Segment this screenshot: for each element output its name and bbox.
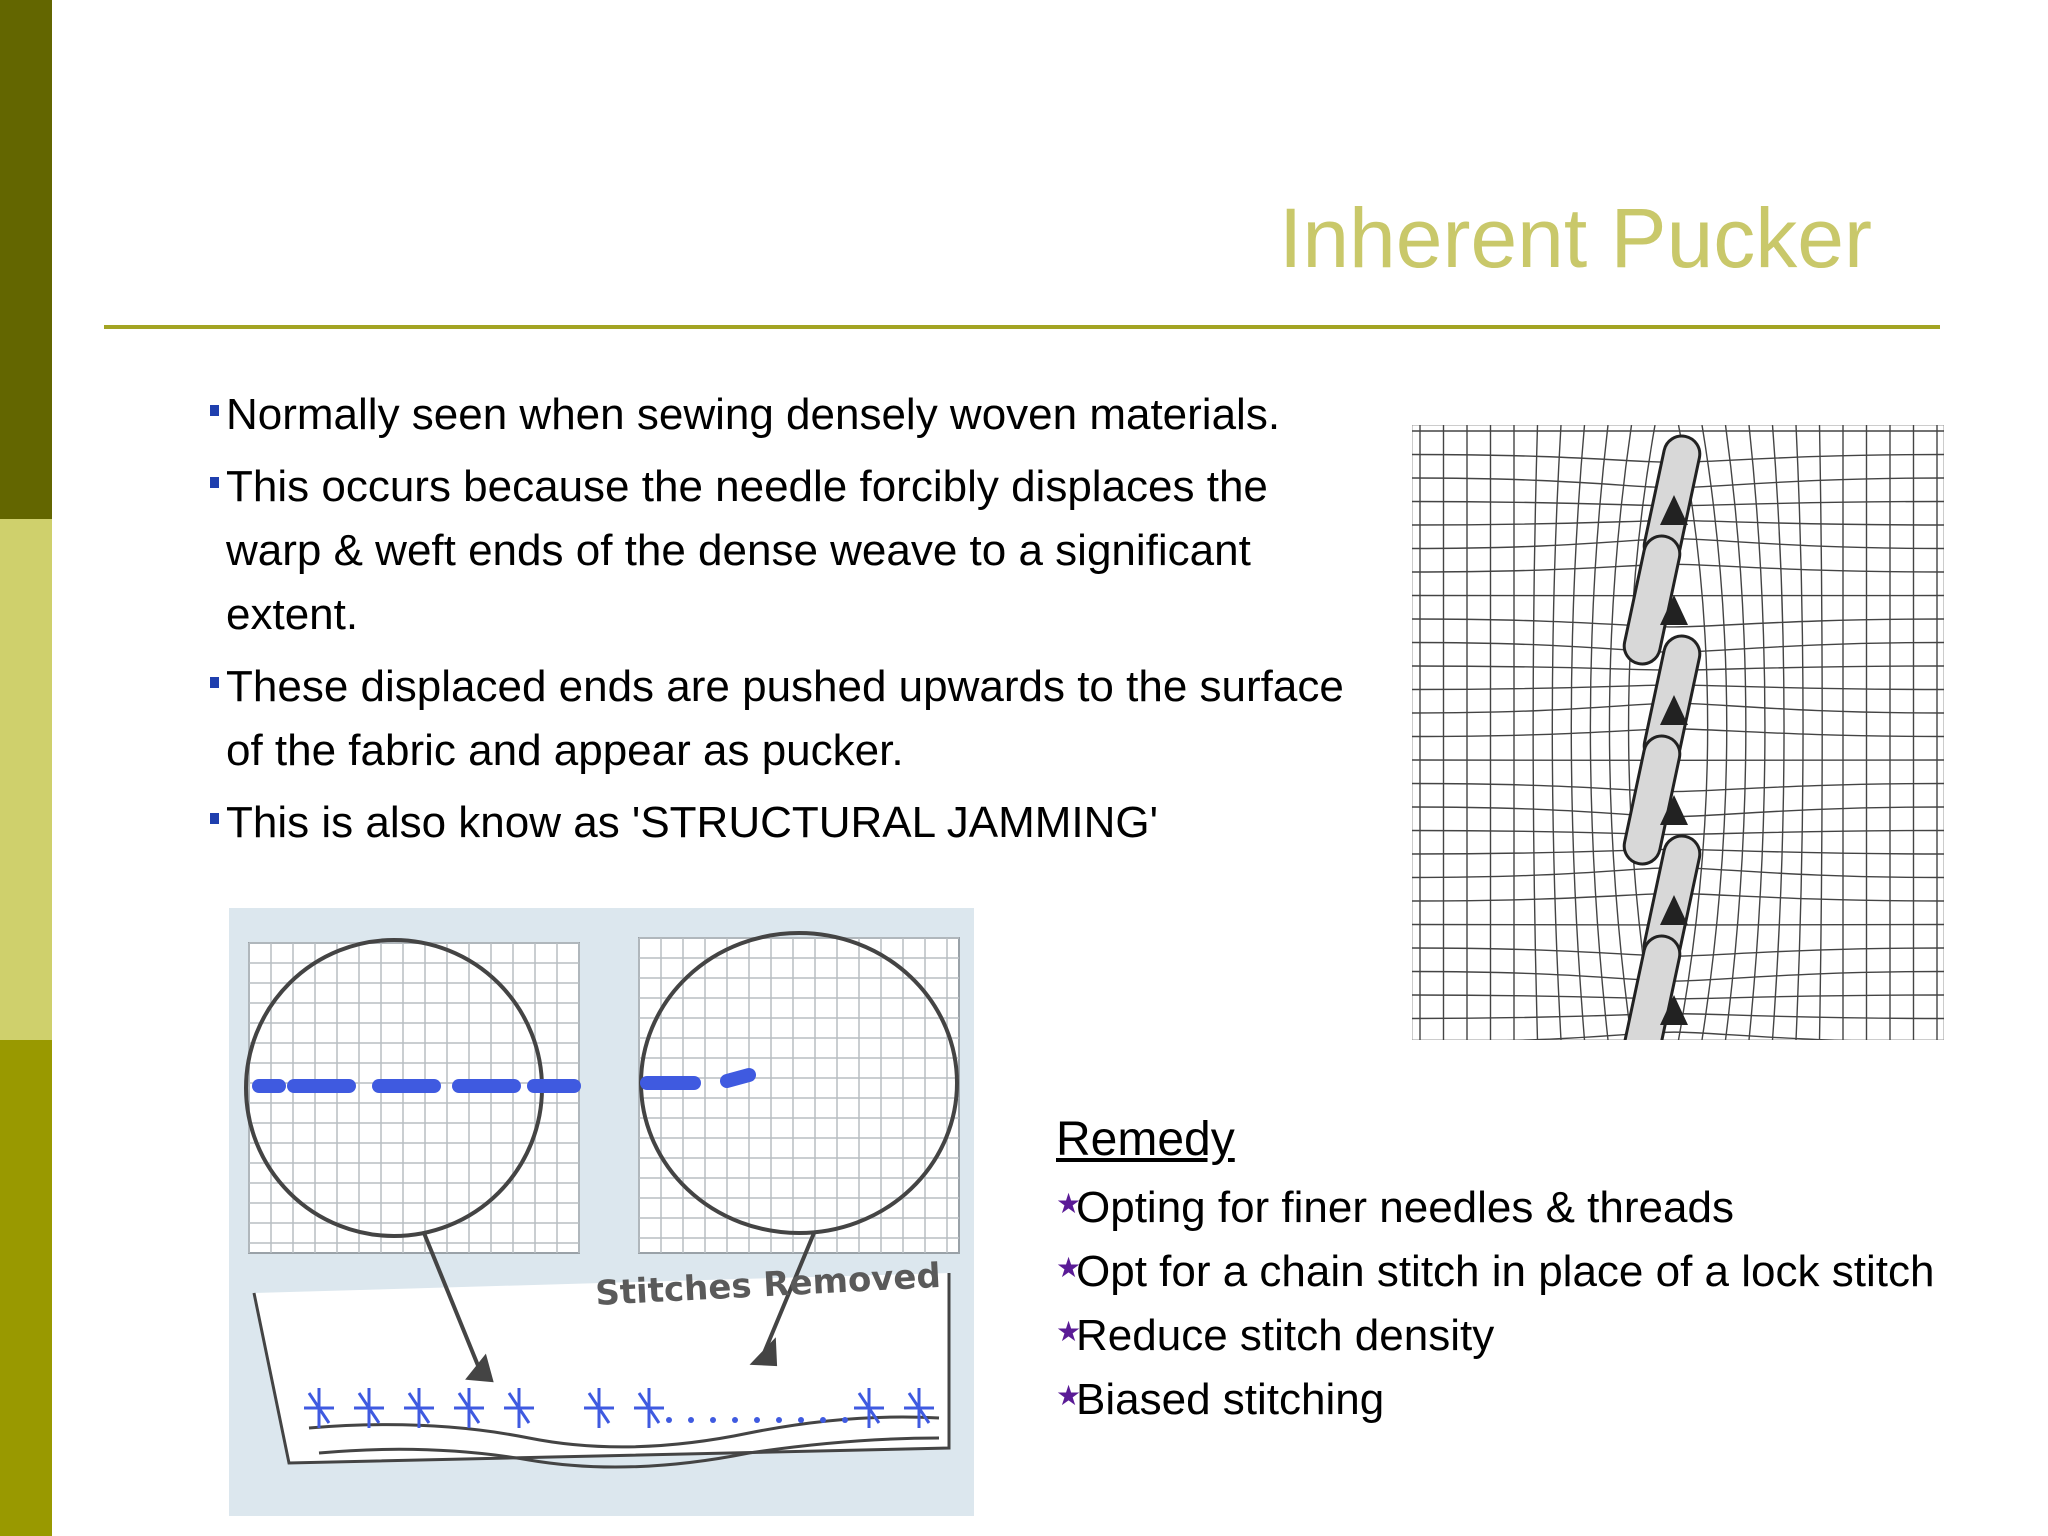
sidebar-bar-light: [0, 519, 52, 1040]
remedy-item: ★ Biased stitching: [1056, 1372, 1956, 1428]
stitches-removed-figure: [229, 908, 974, 1516]
bullet-list: [210, 383, 1360, 863]
square-bullet-icon: [210, 813, 219, 824]
sidebar-bar-dark: [0, 0, 52, 519]
bullet-item: This occurs because the needle forcibly displaces the warp & weft ends of the dense weave to a significant extent.: [210, 455, 1360, 647]
star-icon: ★: [1056, 1252, 1082, 1283]
square-bullet-icon: [210, 477, 219, 488]
remedy-item: ★ Opt for a chain stitch in place of a lock stitch: [1056, 1244, 1956, 1300]
remedy-item: ★ Reduce stitch density: [1056, 1308, 1956, 1364]
bullet-item: Normally seen when sewing densely woven materials.: [210, 383, 1360, 447]
star-icon: ★: [1056, 1188, 1082, 1219]
jamming-grid-figure: [1412, 425, 1944, 1040]
title-divider: [104, 325, 1940, 329]
remedy-heading: Remedy: [1056, 1113, 1235, 1166]
remedy-list: [1056, 1180, 1956, 1428]
sidebar-bar-mid: [0, 1040, 52, 1536]
star-icon: ★: [1056, 1380, 1082, 1411]
star-icon: ★: [1056, 1316, 1082, 1347]
bullet-item: This is also know as 'STRUCTURAL JAMMING': [210, 791, 1360, 855]
remedy-section: [1056, 1108, 1956, 1436]
slide-title: Inherent Pucker: [1278, 191, 1872, 285]
stitches-removed-label: Stitches Removed: [594, 1255, 942, 1314]
remedy-item: ★ Opting for finer needles & threads: [1056, 1180, 1956, 1236]
bullet-item: These displaced ends are pushed upwards to the surface of the fabric and appear as pucker.: [210, 655, 1360, 783]
square-bullet-icon: [210, 677, 219, 688]
square-bullet-icon: [210, 405, 219, 416]
